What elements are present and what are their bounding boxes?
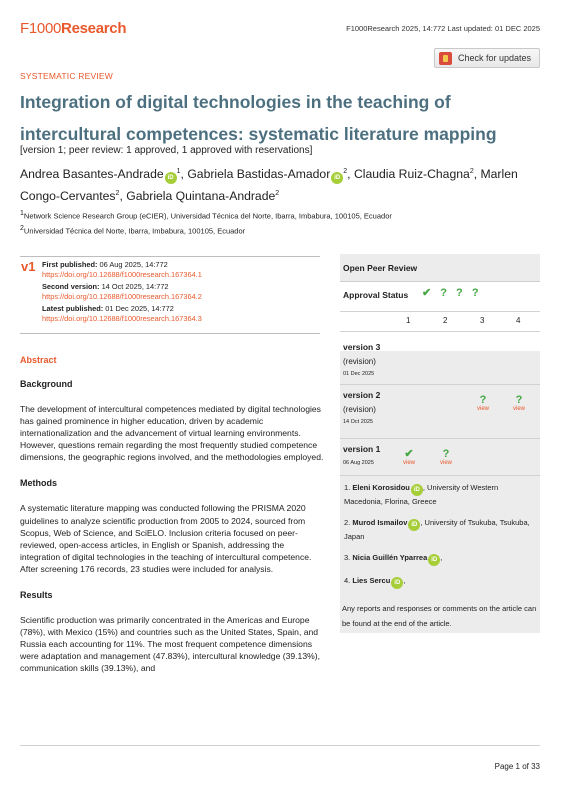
- author-affiliation-number: 2: [115, 190, 120, 198]
- section-heading: Background: [20, 379, 73, 389]
- reviewer-list: [344, 482, 538, 598]
- section-text: Scientific production was primarily concentrated in the Americas and Europe (78%), with Mexico (15%) and countries such as the United States, Spain, and Russia each accounting for 11%. The most frequent competence dimensions were adaptation and management (47.83%), intercultural knowledge (39.13%), communication skills (39.13%), and: [20, 615, 321, 674]
- approval-status-label: Approval Status: [343, 290, 409, 300]
- reviewer-item: [344, 575, 538, 589]
- f1000research-logo: F1000Research: [20, 20, 127, 37]
- reviewer-column-number: 4: [516, 316, 521, 325]
- version-revision-note: (revision): [343, 405, 376, 414]
- reviewer-item: [344, 552, 538, 566]
- reviewer-number: 1.: [344, 483, 351, 492]
- reviewer-number: 3.: [344, 553, 351, 562]
- view-report-link[interactable]: view: [439, 460, 452, 466]
- author-affiliation-number: 1: [176, 168, 181, 175]
- version-tag: v1: [21, 259, 36, 274]
- affiliation-item: [20, 223, 392, 238]
- author-list: Andrea Basantes-Andrade $iD^1$, Gabriela Bastidas-Amador $iD^2$, Claudia Ruiz-Chagna$^2$, Marlen Congo-Cervantes$^2$, Gabriela Quintana-Andrade$^2$: [20, 167, 518, 204]
- divider: [340, 475, 540, 476]
- abstract: [20, 355, 325, 690]
- reviewer-column-number: 3: [480, 316, 485, 325]
- section-text: The development of intercultural competences mediated by digital technologies has gained prominence in higher education, driven by academic internationalization and the advancement of virtual learning environments. However, questions remain regarding the most frequently studied competence dimensions, the geographic regions involved, and the methodologies employed.: [20, 404, 324, 463]
- reviewer-item: [344, 482, 538, 508]
- author-name[interactable]: Andrea Basantes-Andrade: [20, 167, 164, 182]
- publication-row: [42, 282, 202, 292]
- review-report[interactable]: [470, 394, 496, 412]
- orcid-icon[interactable]: iD: [165, 172, 177, 184]
- reviewer-affiliation: ,: [403, 576, 406, 585]
- author-affiliation-number: 2: [343, 168, 348, 175]
- view-report-link[interactable]: view: [476, 406, 489, 412]
- article-type: SYSTEMATIC REVIEW: [20, 71, 113, 81]
- version-date: 06 Aug 2025: [343, 460, 374, 466]
- reviewer-name[interactable]: Lies Sercu: [352, 576, 391, 585]
- divider: [340, 384, 540, 385]
- approved-check-icon: ✔: [404, 448, 414, 460]
- affiliation-item: [20, 208, 392, 223]
- section-text: A systematic literature mapping was conducted following the PRISMA 2020 guidelines to analyze scientific production from 2005 to 2024, sourced from Scopus, Web of Science, and SciELO. Inclusion criteria focused on peer-reviewed, open-access articles, in English or Spanish, addressing the integration of digital technologies in the teaching of intercultural competence. After screening 176 records, 23 studies were included for analysis.: [20, 503, 312, 574]
- reviewer-affiliation: , University of Tsukuba, Tsukuba, Japan: [344, 518, 530, 541]
- orcid-icon[interactable]: iD: [411, 484, 423, 496]
- footer-divider: [20, 745, 540, 746]
- doi-link[interactable]: https://doi.org/10.12688/f1000research.167364.3: [42, 313, 202, 323]
- reviewer-number: 4.: [344, 576, 351, 585]
- reviewer-name[interactable]: Nicia Guillén Yparrea: [352, 553, 428, 562]
- version-label[interactable]: version 3: [343, 342, 381, 352]
- review-report[interactable]: [396, 448, 422, 466]
- page-number: Page 1 of 33: [494, 762, 540, 771]
- reservations-question-icon: ?: [515, 394, 523, 406]
- check-updates-label: Check for updates: [458, 53, 532, 63]
- publication-rows: [42, 260, 202, 326]
- approval-status-icons: ✔ ? ? ?: [422, 287, 482, 299]
- reviewer-column-number: 1: [406, 316, 411, 325]
- author-name[interactable]: Claudia Ruiz-Chagna: [353, 167, 470, 182]
- affiliations: [20, 208, 392, 237]
- reviewer-number: 2.: [344, 518, 351, 527]
- orcid-icon[interactable]: iD: [408, 519, 420, 531]
- orcid-icon[interactable]: iD: [428, 554, 440, 566]
- author-name[interactable]: Marlen Congo-Cervantes: [20, 167, 518, 204]
- divider: [340, 331, 540, 332]
- divider: [340, 438, 540, 439]
- version-label[interactable]: version 1: [343, 444, 381, 454]
- reviewer-affiliation: ,: [440, 553, 443, 562]
- reservations-question-icon: ?: [442, 448, 450, 460]
- version-peer-review-status: [version 1; peer review: 1 approved, 1 approved with reservations]: [20, 145, 313, 156]
- review-report[interactable]: [506, 394, 532, 412]
- author-name[interactable]: Gabriela Quintana-Andrade: [126, 189, 276, 204]
- publication-date: 06 Aug 2025, 14:772: [99, 260, 168, 269]
- author-name[interactable]: Gabriela Bastidas-Amador: [187, 167, 331, 182]
- view-report-link[interactable]: view: [512, 406, 525, 412]
- reviewer-item: [344, 517, 538, 543]
- open-peer-review-panel: [340, 254, 540, 633]
- doi-link[interactable]: https://doi.org/10.12688/f1000research.167364.1: [42, 269, 202, 279]
- affiliation-number: 1: [20, 210, 24, 217]
- publication-row: [42, 304, 202, 314]
- affiliation-number: 2: [20, 224, 24, 232]
- peer-review-note: Any reports and responses or comments on the article can be found at the end of the article.: [342, 604, 537, 628]
- version-date: 14 Oct 2025: [343, 419, 373, 425]
- citation-header: F1000Research 2025, 14:772 Last updated: 01 DEC 2025: [346, 24, 540, 33]
- affiliation-text: Network Science Research Group (eCIER), Universidad Técnica del Norte, Ibarra, Imbabura, 100105, Ecuador: [23, 211, 392, 221]
- publication-label: Latest published:: [42, 304, 104, 314]
- bookmark-icon: [439, 52, 452, 65]
- publication-row: [42, 260, 202, 270]
- version-label[interactable]: version 2: [343, 390, 381, 400]
- publication-label: Second version:: [42, 282, 100, 292]
- doi-link[interactable]: https://doi.org/10.12688/f1000research.167364.2: [42, 291, 202, 301]
- orcid-icon[interactable]: iD: [391, 577, 403, 589]
- reviewer-name[interactable]: Murod Ismailov: [352, 518, 408, 527]
- reviewer-column-number: 2: [443, 316, 448, 325]
- author-affiliation-number: 2: [275, 190, 280, 198]
- publication-label: First published:: [42, 260, 98, 269]
- check-for-updates-button[interactable]: [434, 48, 540, 68]
- version-date: 01 Dec 2025: [343, 371, 375, 377]
- publication-date: 14 Oct 2025, 14:772: [101, 282, 169, 292]
- orcid-icon[interactable]: iD: [331, 172, 343, 184]
- article-title: Integration of digital technologies in the teaching of intercultural competences: systematic literature mapping: [20, 92, 497, 144]
- view-report-link[interactable]: view: [402, 460, 415, 466]
- section-heading: Results: [20, 590, 53, 601]
- review-report[interactable]: [433, 448, 459, 466]
- abstract-heading: Abstract: [20, 355, 57, 365]
- author-affiliation-number: 2: [469, 168, 474, 175]
- publication-history: [20, 256, 320, 334]
- open-peer-review-title: Open Peer Review: [343, 263, 418, 273]
- reviewer-affiliation: , University of Western Macedonia, Florina, Greece: [344, 483, 499, 506]
- publication-date: 01 Dec 2025, 14:772: [105, 304, 174, 314]
- reviewer-name[interactable]: Eleni Korosidou: [352, 483, 410, 492]
- affiliation-text: Universidad Técnica del Norte, Ibarra, Imbabura, 100105, Ecuador: [23, 226, 246, 235]
- divider: [340, 311, 540, 312]
- version-revision-note: (revision): [343, 357, 376, 366]
- reservations-question-icon: ?: [479, 394, 487, 406]
- section-heading: Methods: [20, 478, 57, 489]
